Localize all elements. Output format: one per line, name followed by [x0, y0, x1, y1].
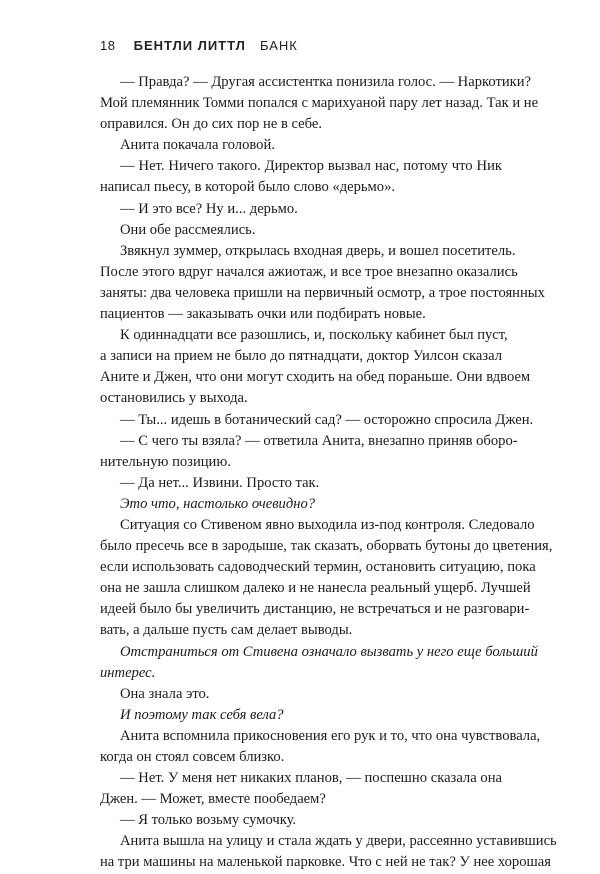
text-line: — Нет. У меня нет никаких планов, — поспешно сказала она [120, 770, 502, 787]
text-line: Она знала это. [120, 685, 210, 702]
page-number: 18 [100, 38, 116, 53]
author-name: БЕНТЛИ ЛИТТЛ [133, 38, 246, 53]
text-line: Анита вспомнила прикосновения его рук и то, что она чувствовала, [120, 727, 541, 744]
text-line: Аните и Джен, что они могут сходить на обед пораньше. Они вдвоем [100, 369, 531, 386]
text-line: Ситуация со Стивеном явно выходила из-под контроля. Следовало [120, 516, 535, 533]
text-line: Джен. — Может, вместе пообедаем? [100, 791, 326, 808]
text-line: — Нет. Ничего такого. Директор вызвал нас, потому что Ник [120, 158, 502, 175]
text-line: заняты: два человека пришли на первичный осмотр, а трое постоянных [100, 284, 545, 301]
text-line: если использовать садоводческий термин, остановить ситуацию, пока [100, 559, 536, 576]
running-header [100, 38, 298, 53]
text-line: когда он стоял совсем близко. [100, 749, 285, 765]
text-line: — Ты... идешь в ботанический сад? — осторожно спросила Джен. [120, 411, 534, 428]
text-line: — С чего ты взяла? — ответила Анита, внезапно приняв оборо- [120, 432, 518, 449]
text-line: И поэтому так себя вела? [120, 706, 284, 723]
text-line: пациентов — заказывать очки или подбирать новые. [100, 306, 426, 323]
text-line: К одиннадцати все разошлись, и, поскольку кабинет был пуст, [120, 327, 508, 344]
text-line: нительную позицию. [100, 453, 231, 470]
text-line: а записи на прием не было до пятнадцати, доктор Уилсон сказал [100, 348, 502, 365]
text-line: — Я только возьму сумочку. [120, 812, 297, 829]
text-line: — Да нет... Извини. Просто так. [120, 474, 320, 491]
text-line: — И это все? Ну и... дерьмо. [120, 200, 298, 217]
text-line: она не зашла слишком далеко и не нанесла реальный ущерб. Лучшей [100, 580, 531, 597]
text-line: остановились у выхода. [100, 390, 248, 407]
text-line: идеей было бы увеличить дистанцию, не встречаться и не разговари- [100, 601, 530, 618]
text-line: Это что, настолько очевидно? [120, 495, 316, 512]
text-line: После этого вдруг начался ажиотаж, и все трое внезапно оказались [100, 263, 518, 280]
text-line: интерес. [100, 664, 156, 681]
text-line: Мой племянник Томми попался с марихуаной пару лет назад. Так и не [100, 95, 539, 112]
text-line: было пресечь все в зародыше, так сказать, оборвать бутоны до цветения, [100, 538, 553, 555]
text-line: написал пьесу, в которой было слово «дерьмо». [100, 179, 396, 196]
book-title: БАНК [259, 38, 298, 53]
text-line: Анита покачала головой. [120, 137, 275, 154]
text-line: на три машины на маленькой парковке. Что с ней не так? У нее хорошая [100, 854, 551, 871]
text-line: Звякнул зуммер, открылась входная дверь, и вошел посетитель. [120, 242, 516, 259]
text-line: оправился. Он до сих пор не в себе. [100, 116, 322, 133]
body-text [100, 72, 557, 874]
text-line: — Правда? — Другая ассистентка понизила голос. — Наркотики? [120, 74, 532, 90]
text-line: Они обе рассмеялись. [120, 221, 256, 238]
text-line: вать, а дальше пусть сам делает выводы. [100, 622, 353, 639]
text-line: Отстраниться от Стивена означало вызвать у него еще больший [120, 643, 538, 660]
text-line: Анита вышла на улицу и стала ждать у двери, рассеянно уставившись [120, 833, 557, 850]
